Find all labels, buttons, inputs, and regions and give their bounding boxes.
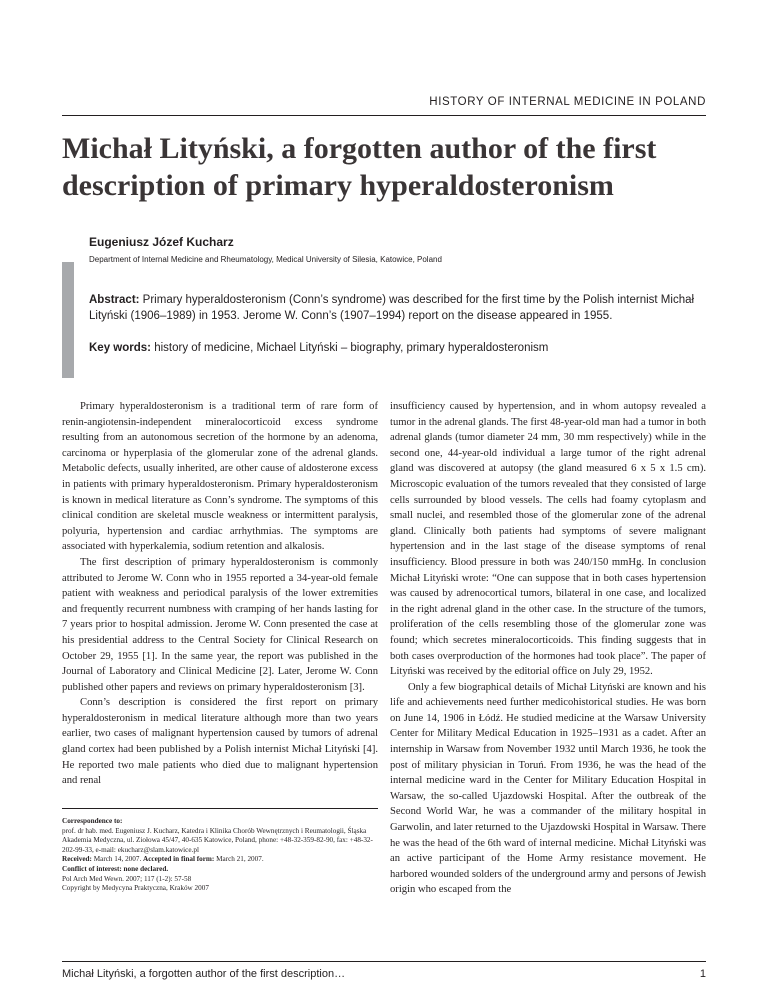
body-column-left [62,399,378,789]
footer-rule [62,961,706,962]
received-label: Received: [62,855,92,864]
affiliation: Department of Internal Medicine and Rheumatology, Medical University of Silesia, Katowice, Poland [89,255,442,264]
section-label: HISTORY OF INTERNAL MEDICINE IN POLAND [429,96,706,108]
keywords [89,342,709,354]
running-title: Michał Lityński, a forgotten author of the first description… [62,968,346,980]
received-date: March 14, 2007. [91,855,142,864]
correspondence-rule [62,808,378,809]
conflict-statement: Conflict of interest: none declared. [62,864,169,873]
correspondence-label: Correspondence to: [62,817,123,825]
body-column-right [390,399,706,898]
article-title: Michał Lityński, a forgotten author of the first description of primary hyperaldosteronism [62,132,657,202]
accepted-date: March 21, 2007. [214,855,264,864]
page-number: 1 [699,968,706,980]
body-paragraph: Conn’s description is considered the first report on primary hyperaldosteronism in medical literature although more than two years earlier, two cases of malignant hypertension caused by tumors of adrenal gland cortex had been published by a Polish internist Michał Lityński [4]. He reported two male patients who died due to malignant hypertension and renal [62,697,378,787]
body-paragraph: insufficiency caused by hypertension, and in whom autopsy revealed a tumor in the adrenal glands. The first 48-year-old man had a tumor in both adrenal glands (tumor diameter 24 mm, 30 mm respectively) while in the second one, 44-year-old individual a large tumor of the right adrenal gland was discovered at autopsy (the gland measured 6 x 5 x 1.5 cm). Microscopic evaluation of the tumors revealed that they consisted of large cells surrounded by blood vessels. The cells had foamy cytoplasm and small nuclei, and resembled those of the glomerular zone of the adrenal gland. Clinically both patients had symptoms of severe malignant hypertension and in the last stage of the disease symptoms of renal insufficiency. Blood pressure in both was 240/150 mmHg. In conclusion Michał Lityński wrote: “One can suppose that in both cases hypertension was caused by adrenocortical tumors, bilateral in one case, and localized in the right adrenal gland in the other case. In the structure of the tumors, proliferation of the cells resembling those of the glomerular zone was found; which secretes mineralocorticoids. This finding suggests that in both cases overproduction of the hormones had took place”. The paper of Lityński was received by the editorial office on July 29, 1952. [390,401,706,678]
abstract-text: Primary hyperaldosteronism (Conn’s syndrome) was described for the first time by the Polish internist Michał Lityński (1906–1989) in 1953. Jerome W. Conn’s (1907–1994) report on the disease appeared in 1955. [89,294,695,322]
keywords-text: history of medicine, Michael Lityński – biography, primary hyperaldosteronism [151,342,549,354]
accepted-label: Accepted in final form: [143,855,215,864]
body-paragraph: Primary hyperaldosteronism is a traditional term of rare form of renin-angiotensin-independent mineralocorticoid excess syndrome resulting from an autonomous secretion of the hormone by an adenoma, carcinoma or hyperplasia of the glomerular zone of the adrenal glands. Metabolic defects, usually inherited, are other cause of aldosterone excess in patients with primary hyperaldosteronism. Primary hyperaldosteronism is known in medical literature as Conn’s syndrome. The symptoms of this clinical condition are skeletal muscle weakness or intermittent paralysis, polyuria, hypertension and cardiac arrhythmias. The symptoms are associated with hyperkalemia, sodium retention and alkalosis. [62,401,378,553]
abstract-side-bar [62,262,74,378]
abstract-label: Abstract: [89,294,140,306]
body-paragraph: Only a few biographical details of Michał Lityński are known and his life and achievements need further medicohistorical studies. He was born on June 14, 1906 in Łódź. He studied medicine at the Warsaw University Center for Military Medical Education in 1925–1931 as a cadet. After an internship in Warsaw from November 1932 until March 1936, he took the post of military physician in Toruń. From 1936, he was the head of the internal medicine ward in the Center for Military Education Hospital in Warsaw, the so-called Ujazdowski Hospital. After the outbreak of the Second World War, he was a commander of the military hospital in Garwolin, and later returned to the Ujazdowski Hospital in Warsaw. There he was the head of the 6th ward of internal medicine. Michał Lityński was an active participant of the Home Army resistance movement. He harbored wounded solders of the underground army and persons of Jewish origin who escaped from the [390,681,706,896]
author-name: Eugeniusz Józef Kucharz [89,235,234,249]
abstract [89,292,709,324]
keywords-label: Key words: [89,342,151,354]
citation: Pol Arch Med Wewn. 2007; 117 (1-2): 57-58 [62,874,192,883]
correspondence-address: prof. dr hab. med. Eugeniusz J. Kucharz, Katedra i Klinika Chorób Wewnętrznych i Reumatologii, Śląska Akademia Medyczna, ul. Ziołowa 45/47, 40-635 Katowice, Poland, phone: +48-32-359-82-90, fax: +48-32-202-99-33, e-mail: ekucharz@slam.katowice.pl [62,826,373,854]
header-rule [62,115,706,116]
body-paragraph: The first description of primary hyperaldosteronism is commonly attributed to Jerome W. Conn who in 1955 reported a 34-year-old female patient with weakness and periodical paralysis of the lower extremities and frequently recurrent numbness with cramping of her hands lasting for 7 years prior to hospital admission. Jerome W. Conn presented the case at his presidential address to the Central Society for Clinical Research on October 29, 1955 [1]. In the same year, the report was published in the Journal of Laboratory and Clinical Medicine [2]. Later, Jerome W. Conn published other papers and reviews on primary hyperaldosteronism [3]. [62,556,378,693]
copyright: Copyright by Medycyna Praktyczna, Kraków 2007 [62,884,209,893]
correspondence-block [62,817,380,894]
